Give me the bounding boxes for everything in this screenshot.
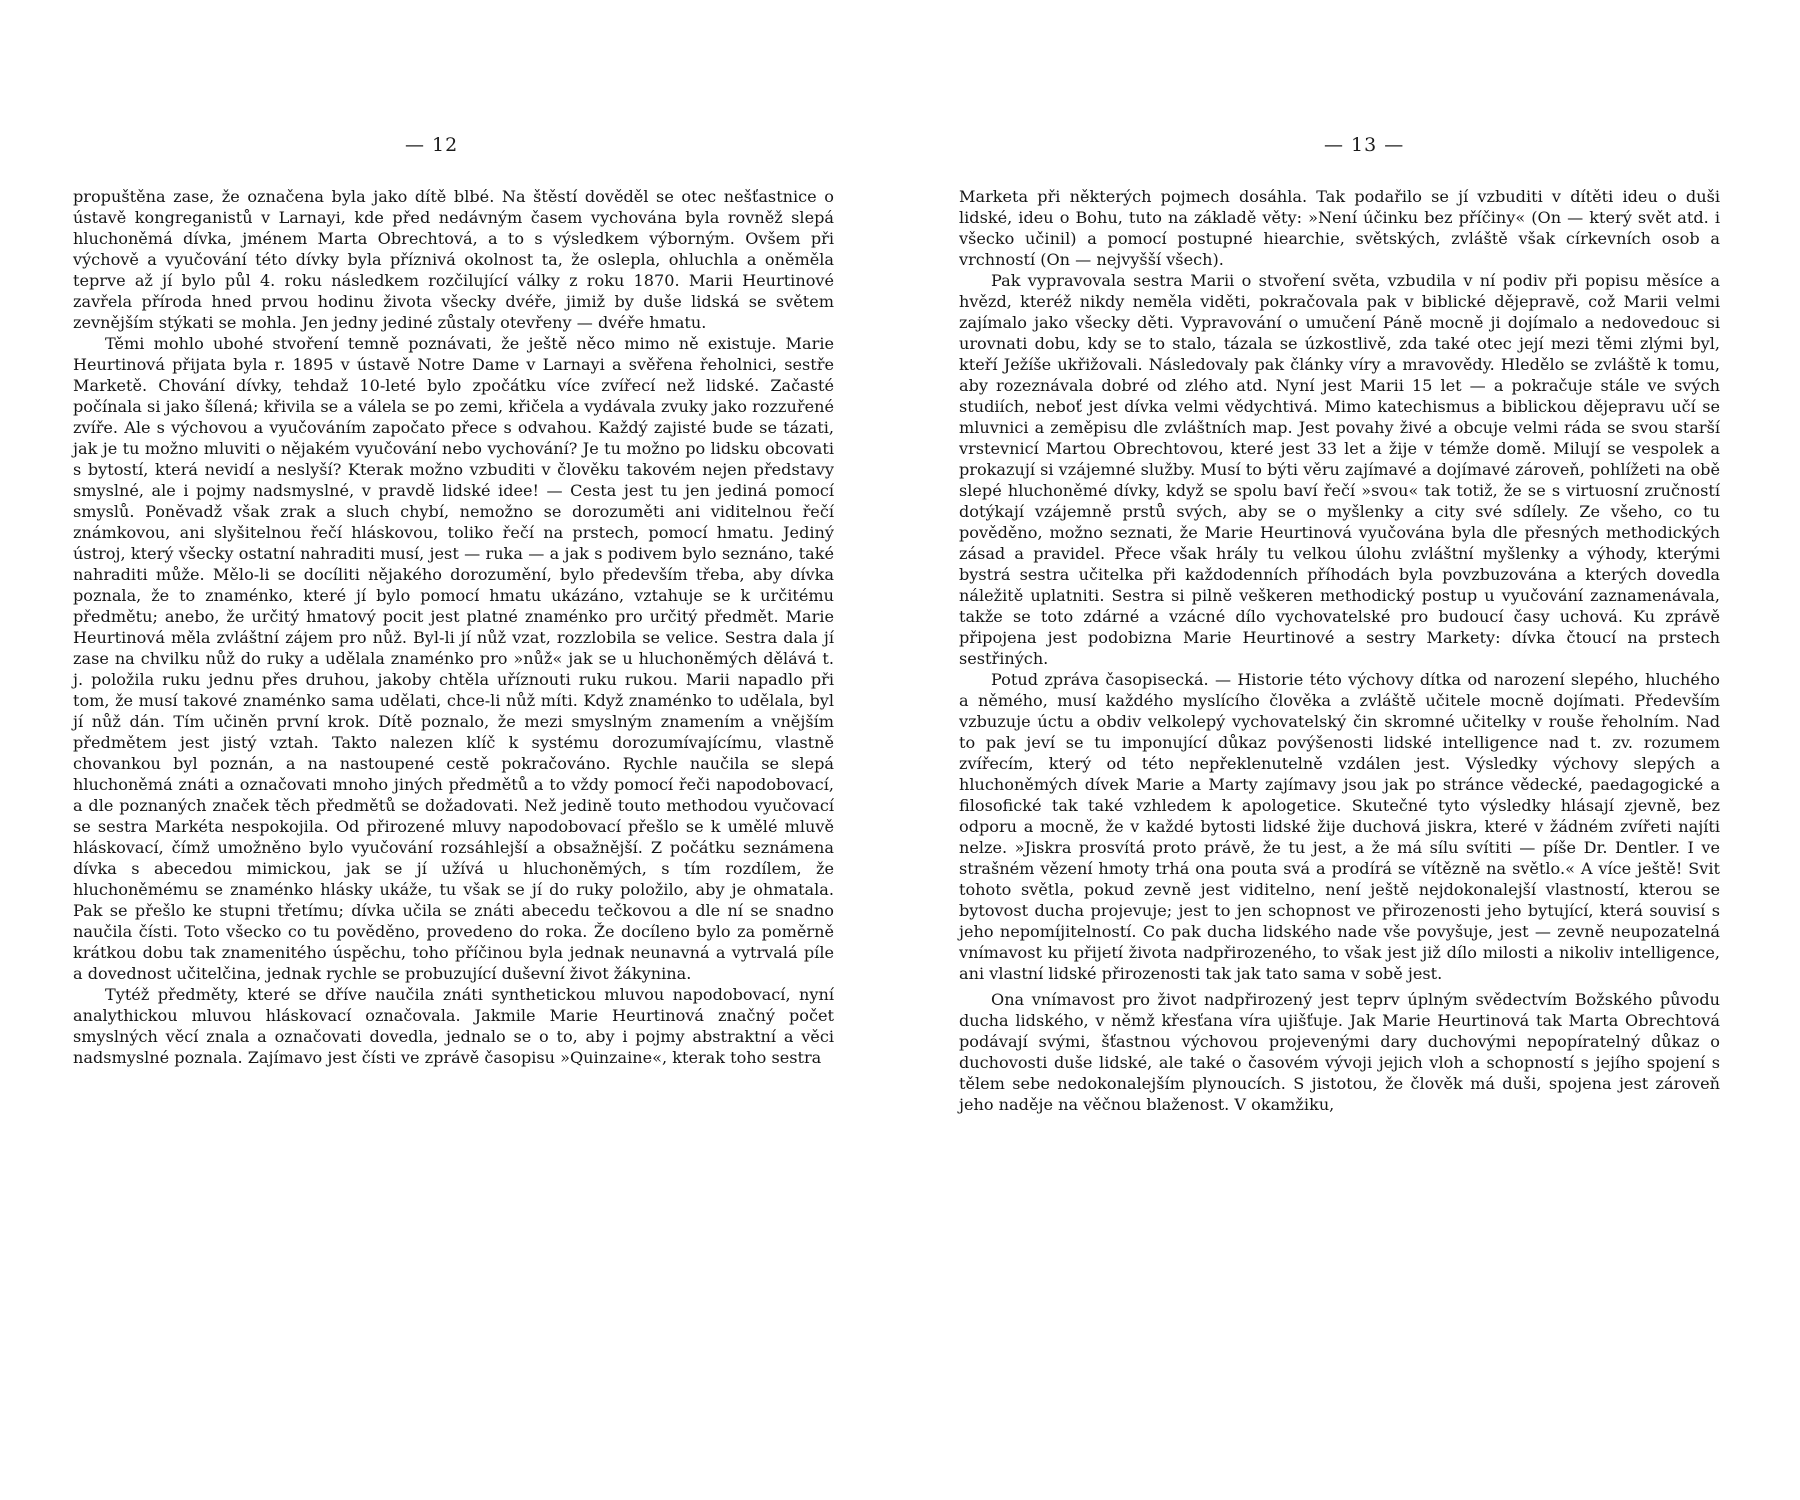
body-text	[73, 186, 834, 1068]
body-text	[959, 186, 1720, 1115]
paragraph: Marketa při některých pojmech dosáhla. Tak podařilo se jí vzbuditi v dítěti ideu o duši lidské, ideu o Bohu, tuto na základě věty: »Není účinku bez příčiny« (On — který svět atd. i všecko učinil) a pomocí postupné hiearchie, světských, zvláště však církevních osob a vrchností (On — nejvyšší všech).	[959, 187, 1720, 269]
paragraph: propuštěna zase, že označena byla jako dítě blbé. Na štěstí dověděl se otec nešťastnice o ústavě kongreganistů v Larnayi, kde před nedávným časem vychována byla rovněž slepá hluchoněmá dívka, jménem Marta Obrechtová, a to s výsledkem výborným. Ovšem při výchově a vyučování této dívky byla příznivá okolnost ta, že oslepla, ohluchla a oněměla teprve až jí bylo půl 4. roku následkem rozčilující války z roku 1870. Marii Heurtinové zavřela příroda hned prvou hodinu života všecky dvéře, jimiž by duše lidská se světem zevnějším stýkati se mohla. Jen jedny jediné zůstaly otevřeny — dvéře hmatu.	[73, 187, 834, 332]
paragraph: Těmi mohlo ubohé stvoření temně poznávati, že ještě něco mimo ně existuje. Marie Heurtinová přijata byla r. 1895 v ústavě Notre Dame v Larnayi a svěřena řeholnici, sestře Marketě. Chování dívky, tehdaž 10-leté bylo zpočátku více zvířecí než lidské. Začasté počínala si jako šílená; křivila se a válela se po zemi, křičela a vydávala zvuky jako rozzuřené zvíře. Ale s výchovou a vyučováním započato přece s odvahou. Každý zajisté bude se tázati, jak je tu možno mluviti o nějakém vyučování nebo vychování? Je tu možno po lidsku obcovati s bytostí, která nevidí a neslyší? Kterak možno vzbuditi v člověku takovém nejen představy smyslné, ale i pojmy nadsmyslné, v pravdě lidské idee! — Cesta jest tu jen jediná pomocí smyslů. Poněvadž však zrak a sluch chybí, nemožno se dorozuměti ani viditelnou řečí známkovou, ani slyšitelnou řečí hláskovou, toliko řečí na prstech, pomocí hmatu. Jediný ústroj, který všecky ostatní nahraditi musí, jest — ruka — a jak s podivem bylo seznáno, také nahraditi může. Mělo-li se docíliti nějakého dorozumění, bylo především třeba, aby dívka poznala, že to znaménko, které jí bylo pomocí hmatu ukázáno, vztahuje se k určitému předmětu; anebo, že určitý hmatový pocit jest platné znaménko pro určitý předmět. Marie Heurtinová měla zvláštní zájem pro nůž. Byl-li jí nůž vzat, rozzlobila se velice. Sestra dala jí zase na chvilku nůž do ruky a udělala znaménko pro »nůž« jak se u hluchoněmých dělává t. j. položila ruku jednu přes druhou, jakoby chtěla uříznouti ruku rukou. Marii napadlo při tom, že musí takové znaménko sama udělati, chce-li nůž míti. Když znaménko to udělala, byl jí nůž dán. Tím učiněn první krok. Dítě poznalo, že mezi smyslným znamením a vnějším předmětem jest jistý vztah. Takto nalezen klíč k systému dorozumívajícímu, vlastně chovankou byl poznán, a na nastoupené cestě pokračováno. Rychle naučila se slepá hluchoněmá znáti a označovati mnoho jiných předmětů a to vždy pomocí řeči napodobovací, a dle poznaných značek těch předmětů se dožadovati. Než jedině touto methodou vyučovací se sestra Markéta nespokojila. Od přirozené mluvy napodobovací přešlo se k umělé mluvě hláskovací, čímž umožněno bylo vyučování rozsáhlejší a obsažnější. Z počátku seznámena dívka s abecedou mimickou, jak se jí užívá u hluchoněmých, s tím rozdílem, že hluchoněmému se znaménko hlásky ukáže, tu však se jí do ruky položilo, aby je ohmatala. Pak se přešlo ke stupni třetímu; dívka učila se znáti abecedu tečkovou a dle ní se snadno naučila čísti. Toto všecko co tu pověděno, provedeno do roka. Že docíleno bylo za poměrně krátkou dobu tak znamenitého úspěchu, toho příčinou byla jednak neunavná a vytrvalá píle a dovednost učitelčina, jednak rychle se probuzující duševní život žákynina.	[73, 334, 834, 983]
paragraph: Pak vypravovala sestra Marii o stvoření světa, vzbudila v ní podiv při popisu měsíce a hvězd, kteréž nikdy neměla viděti, pokračovala pak v biblické dějepravě, což Marii velmi zajímalo jako všecky děti. Vypravování o umučení Páně mocně ji dojímalo a nedovedouc si urovnati dobu, kdy se to stalo, tázala se úzkostlivě, zda také otec její mezi těmi zlými byl, kteří Ježíše ukřižovali. Následovaly pak články víry a mravovědy. Hledělo se zvláště k tomu, aby rozeznávala dobré od zlého atd. Nyní jest Marii 15 let — a pokračuje stále ve svých studiích, neboť jest dívka velmi vědychtivá. Mimo katechismus a biblickou dějepravu učí se mluvnici a zeměpisu dle zvláštních map. Jest povahy živé a obcuje velmi ráda se svou starší vrstevnicí Martou Obrechtovou, které jest 33 let a žije v témže domě. Milují se vespolek a prokazují si vzájemné služby. Musí to býti věru zajímavé a dojímavé zároveň, pohlížeti na obě slepé hluchoněmé dívky, když se spolu baví řečí »svou« tak totiž, že se s virtuosní zručností dotýkají vzájemně prstů svých, aby se o myšlenky a city své sdílely. Ze všeho, co tu pověděno, možno seznati, že Marie Heurtinová vyučována byla dle přesných methodických zásad a pravidel. Přece však hrály tu velkou úlohu zvláštní myšlenky a výhody, kterými bystrá sestra učitelka při každodenních příhodách byla povzbuzována a kterých dovedla náležitě uplatniti. Sestra si pilně veškeren methodický postup u vyučování zaznamenávala, takže se toto zdárné a vzácné dílo vychovatelské pro budoucí časy uchová. Ku zprávě připojena jest podobizna Marie Heurtinové a sestry Markety: dívka čtoucí na prstech sestřiných.	[959, 271, 1720, 668]
page-number: — 12	[405, 134, 459, 156]
paragraph: Tytéž předměty, které se dříve naučila znáti synthetickou mluvou napodobovací, nyní analythickou mluvou hláskovací označovala. Jakmile Marie Heurtinová značný počet smyslných věcí znala a označovati dovedla, jednalo se o to, aby i pojmy abstraktní a věci nadsmyslné poznala. Zajímavo jest čísti ve zprávě časopisu »Quinzaine«, kterak toho sestra	[73, 985, 834, 1067]
right-page	[900, 0, 1800, 1500]
page-number: — 13 —	[1324, 134, 1405, 156]
paragraph: Ona vnímavost pro život nadpřirozený jest teprv úplným svědectvím Božského původu ducha lidského, v němž křesťana víra ujišťuje. Jak Marie Heurtinová tak Marta Obrechtová podávají svými, šťastnou výchovou projevenými dary duchovými nepopíratelný důkaz o duchovosti duše lidské, ale také o časovém vývoji jejich vloh a schopností s jejího spojení s tělem sebe nedokonalejším plynoucích. S jistotou, že člověk má duši, spojena jest zároveň jeho naděje na věčnou blaženost. V okamžiku,	[959, 990, 1720, 1114]
paragraph: Potud zpráva časopisecká. — Historie této výchovy dítka od narození slepého, hluchého a němého, musí každého myslícího člověka a zvláště učitele mocně dojímati. Především vzbuzuje úctu a obdiv velkolepý vychovatelský čin skromné učitelky v rouše řeholním. Nad to pak jeví se tu imponující důkaz povýšenosti lidské intelligence nad t. zv. rozumem zvířecím, který od této nepřeklenutelně vzdálen jest. Výsledky výchovy slepých a hluchoněmých dívek Marie a Marty zajímavy jsou jak po stránce vědecké, paedagogické a filosofické tak také vzhledem k apologetice. Skutečné tyto výsledky hlásají zjevně, bez odporu a mocně, že v každé bytosti lidské žije duchová jiskra, které v žádném zvířeti najíti nelze. »Jiskra prosvítá proto právě, že tu jest, a že má sílu svítiti — píše Dr. Dentler. I ve strašném vězení hmoty trhá ona pouta svá a prodírá se vítězně na světlo.« A více ještě! Svit tohoto světla, pokud zevně jest viditelno, není ještě nejdokonalejší vlastností, kterou se bytovost ducha projevuje; jest to jen schopnost ve přirozenosti jeho bytující, která souvisí s jeho nepomíjitelností. Co pak ducha lidského nade vše povyšuje, jest — zevně neupozatelná vnímavost ku přijetí života nadpřirozeného, to však jest již dílo milosti a nikoliv intelligence, ani vlastní lidské přirozenosti tak jak tato sama v sobě jest.	[959, 670, 1720, 983]
